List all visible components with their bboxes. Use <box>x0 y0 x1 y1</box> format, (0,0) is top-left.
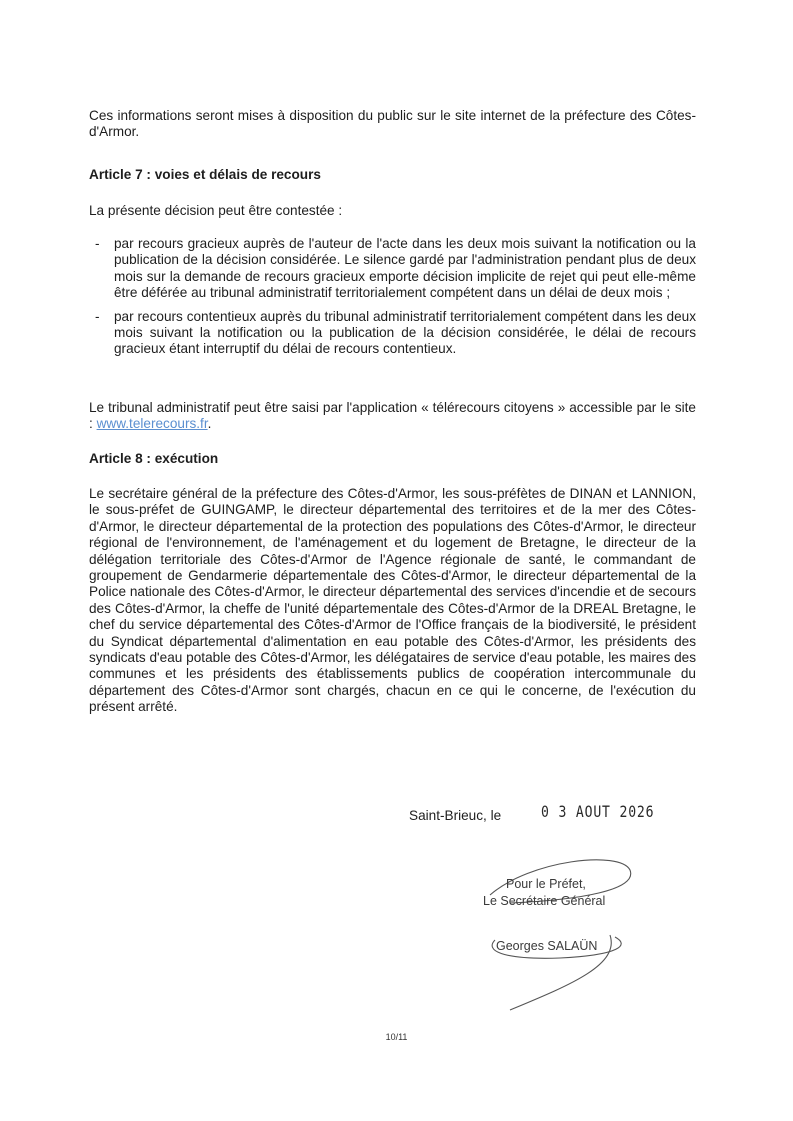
telerecours-link[interactable]: www.telerecours.fr <box>96 416 208 432</box>
telerecours-paragraph <box>89 400 696 433</box>
list-item-text: par recours contentieux auprès du tribunal administratif territorialement compétent dans les deux mois suivant la notification ou la publication de la décision considérée, le délai de recours gracieux étant interruptif du délai de recours contentieux. <box>114 308 696 357</box>
article-7-lead: La présente décision peut être contestée : <box>89 203 343 218</box>
page-number: 10/11 <box>385 1032 408 1042</box>
date-stamp: 0 3 AOUT 2026 <box>541 802 655 821</box>
signatory-name: Georges SALAÜN <box>496 939 598 953</box>
article-8-heading: Article 8 : exécution <box>89 451 219 466</box>
intro-paragraph: Ces informations seront mises à disposition du public sur le site internet de la préfecture des Côtes-d'Armor. <box>89 108 696 140</box>
article-7-heading: Article 7 : voies et délais de recours <box>89 167 321 182</box>
signature-line-1: Pour le Préfet, <box>506 877 586 891</box>
telerecours-text: Le tribunal administratif peut être saisi par l'application « télérecours citoyens » accessible par le site : <box>89 400 696 432</box>
article-8-paragraph: Le secrétaire général de la préfecture des Côtes-d'Armor, les sous-préfètes de DINAN et LANNION, le sous-préfet de GUINGAMP, le directeur départemental des territoires et de la mer des Côtes-d'Armor, le directeur départemental de la protection des populations des Côtes-d'Armor, le directeur régional de l'environnement, de l'aménagement et du logement de Bretagne, le directeur de la délégation territoriale des Côtes-d'Armor de l'Agence régionale de santé, le commandant de groupement de Gendarmerie départementale des Côtes-d'Armor, le directeur départemental de la Police nationale des Côtes-d'Armor, le directeur départemental des services d'incendie et de secours des Côtes-d'Armor, la cheffe de l'unité départementale des Côtes-d'Armor de la DREAL Bretagne, le chef du service départemental des Côtes-d'Armor de l'Office français de la biodiversité, le président du Syndicat départemental d'alimentation en eau potable des Côtes-d'Armor, les présidents des syndicats d'eau potable des Côtes-d'Armor, les délégataires de service d'eau potable, les maires des communes et les présidents des établissements publics de coopération intercommunale du département des Côtes-d'Armor sont chargés, chacun en ce qui le concerne, de l'exécution du présent arrêté. <box>89 486 696 715</box>
list-item <box>89 309 696 358</box>
signature-line-2: Le Secrétaire Général <box>483 894 606 908</box>
telerecours-end: . <box>207 416 212 432</box>
list-item <box>89 236 696 302</box>
list-marker: - <box>95 236 100 251</box>
signature-place: Saint-Brieuc, le <box>409 808 502 823</box>
recourse-list <box>89 236 696 358</box>
list-marker: - <box>95 308 100 324</box>
list-item-text: par recours gracieux auprès de l'auteur de l'acte dans les deux mois suivant la notification ou la publication de la décision considérée. Le silence gardé par l'administration pendant plus de deux mois sur la demande de recours gracieux emporte décision implicite de rejet qui peut elle-même être déférée au tribunal administratif territorialement compétent dans un délai de deux mois ; <box>114 236 696 301</box>
